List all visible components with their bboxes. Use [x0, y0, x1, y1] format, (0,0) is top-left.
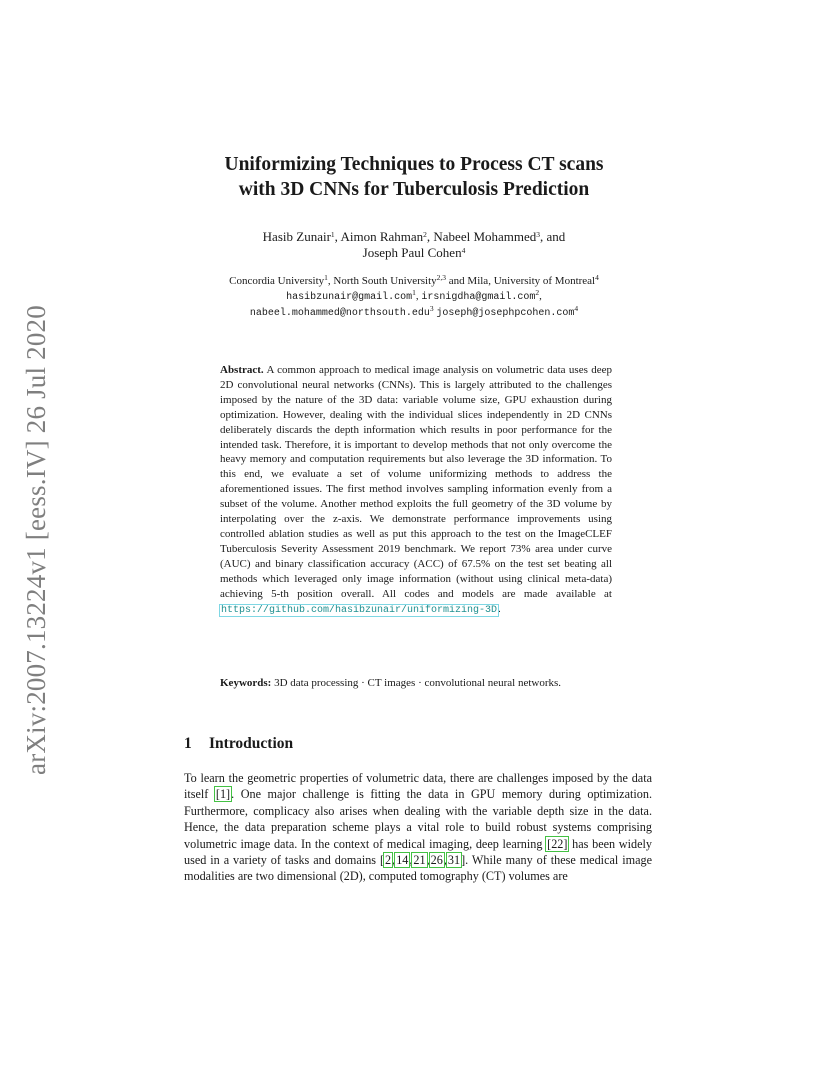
author-mark: 3: [536, 230, 541, 239]
affiliation: Concordia University: [229, 275, 325, 287]
author-name: Joseph Paul Cohen: [362, 245, 462, 260]
citation-comma: ,: [392, 853, 396, 868]
citation-link[interactable]: [1]: [215, 787, 231, 802]
affiliation-mark: 1: [324, 273, 328, 282]
affiliation: , North South University: [327, 275, 437, 287]
email-mark: 4: [574, 304, 579, 313]
abstract-text: A common approach to medical image analysis on volumetric data uses deep 2D convolutional neural networks (CNNs). This is largely attributed to the challenges imposed by the nature of the 3D data: variable volume size, GPU exhaustion during optimization. However, dealing with the individual slices independently in 2D CNNs deliberately discards the depth information which results in poor performance for the intended task. Therefore, it is important to develop methods that not only overcome the heavy memory and computation requirements but also leverage the 3D information. To this end, we evaluate a set of volume uniformizing methods to address the aforementioned issues. The first method involves sampling information evenly from a subset of the volume. Another method exploits the full geometry of the 3D volume by interpolating over the z-axis. We demonstrate performance improvements using controlled ablation studies as well as put this approach to the test on the ImageCLEF Tuberculosis Severity Assessment 2019 benchmark. We report 73% area under curve (AUC) and binary classification accuracy (ACC) of 67.5% on the test set beating all methods which leveraged only image information (without using clinical meta-data) achieving 5-th position overall. All codes and models are made available at: [220, 364, 612, 600]
arxiv-stamp-text: arXiv:2007.13224v1 [eess.IV] 26 Jul 2020: [21, 305, 51, 775]
affiliation-mark: 2,3: [436, 273, 447, 282]
intro-text: To learn the geometric properties of volumetric data, there are challenges imposed by the data itself: [184, 771, 652, 802]
author-mark: 1: [330, 230, 335, 239]
citation-link[interactable]: 26: [430, 853, 443, 868]
section-number: 1: [184, 735, 192, 752]
citation-link[interactable]: 14: [396, 853, 409, 868]
intro-text: . One major challenge is fitting the data in GPU memory during optimization. Furthermore, complicacy also arises when dealing with the variable depth size in the data. Hence, the data preparation scheme plays a vital role to build robust systems comprising volumetric image data. In the context of medical imaging, deep learning: [184, 787, 652, 851]
citation-link[interactable]: 21: [413, 853, 426, 868]
title-line-1: Uniformizing Techniques to Process CT scans: [224, 154, 604, 175]
email-mark: 1: [412, 288, 416, 297]
email-line: [130, 305, 698, 321]
code-link[interactable]: https://github.com/hasibzunair/uniformizing-3D: [221, 604, 498, 616]
abstract-label: Abstract.: [220, 364, 264, 376]
intro-text: ]. While many of these medical image modalities are two dimensional (2D), computed tomography (CT) volumes are: [184, 853, 652, 884]
email-mark: 2: [535, 288, 540, 297]
email: joseph@josephpcohen.com: [436, 308, 575, 319]
email: irsnigdha@gmail.com: [421, 292, 536, 303]
author-name: Nabeel Mohammed: [433, 229, 537, 244]
keywords-label: Keywords:: [220, 677, 272, 689]
affiliation-mark: 4: [595, 273, 599, 282]
citation-comma: ,: [426, 853, 430, 868]
arxiv-stamp: [22, 300, 50, 780]
email: hasibzunair@gmail.com: [286, 292, 413, 303]
intro-paragraph: [184, 770, 652, 885]
title-line-2: with 3D CNNs for Tuberculosis Prediction: [238, 179, 590, 200]
citation-comma: ,: [409, 853, 413, 868]
author-name: Aimon Rahman: [340, 229, 424, 244]
keywords: [220, 676, 612, 691]
paper-title: [130, 152, 698, 202]
author-separator: ,: [334, 229, 341, 244]
intro-text: has been widely used in a variety of tasks and domains [: [184, 836, 652, 868]
email-mark: 3: [429, 304, 434, 313]
citation-link[interactable]: [22]: [547, 836, 568, 851]
author-mark: 4: [461, 246, 466, 255]
citation-link[interactable]: 31: [447, 853, 461, 868]
abstract-end: .: [498, 602, 501, 615]
author-separator: ,: [426, 229, 434, 244]
email-line: hasibzunair@gmail.com$^1$, irsnigdha@gmail.com$^2$,: [286, 288, 542, 303]
abstract: [220, 363, 612, 618]
affiliations: [130, 274, 698, 321]
citation-comma: ,: [443, 853, 447, 868]
citation-link[interactable]: 2: [385, 853, 392, 868]
email: nabeel.mohammed@northsouth.edu: [249, 308, 430, 319]
section-heading: [184, 734, 293, 754]
affiliation: and Mila, University of Montreal: [446, 275, 596, 287]
author-mark: 2: [423, 230, 427, 239]
section-title: Introduction: [209, 735, 294, 752]
author-separator: , and: [540, 229, 566, 244]
author-name: Hasib Zunair: [262, 229, 331, 244]
affiliation-line: [130, 274, 698, 289]
keywords-text: 3D data processing · CT images · convolutional neural networks.: [274, 677, 562, 689]
author-list: [160, 229, 668, 261]
